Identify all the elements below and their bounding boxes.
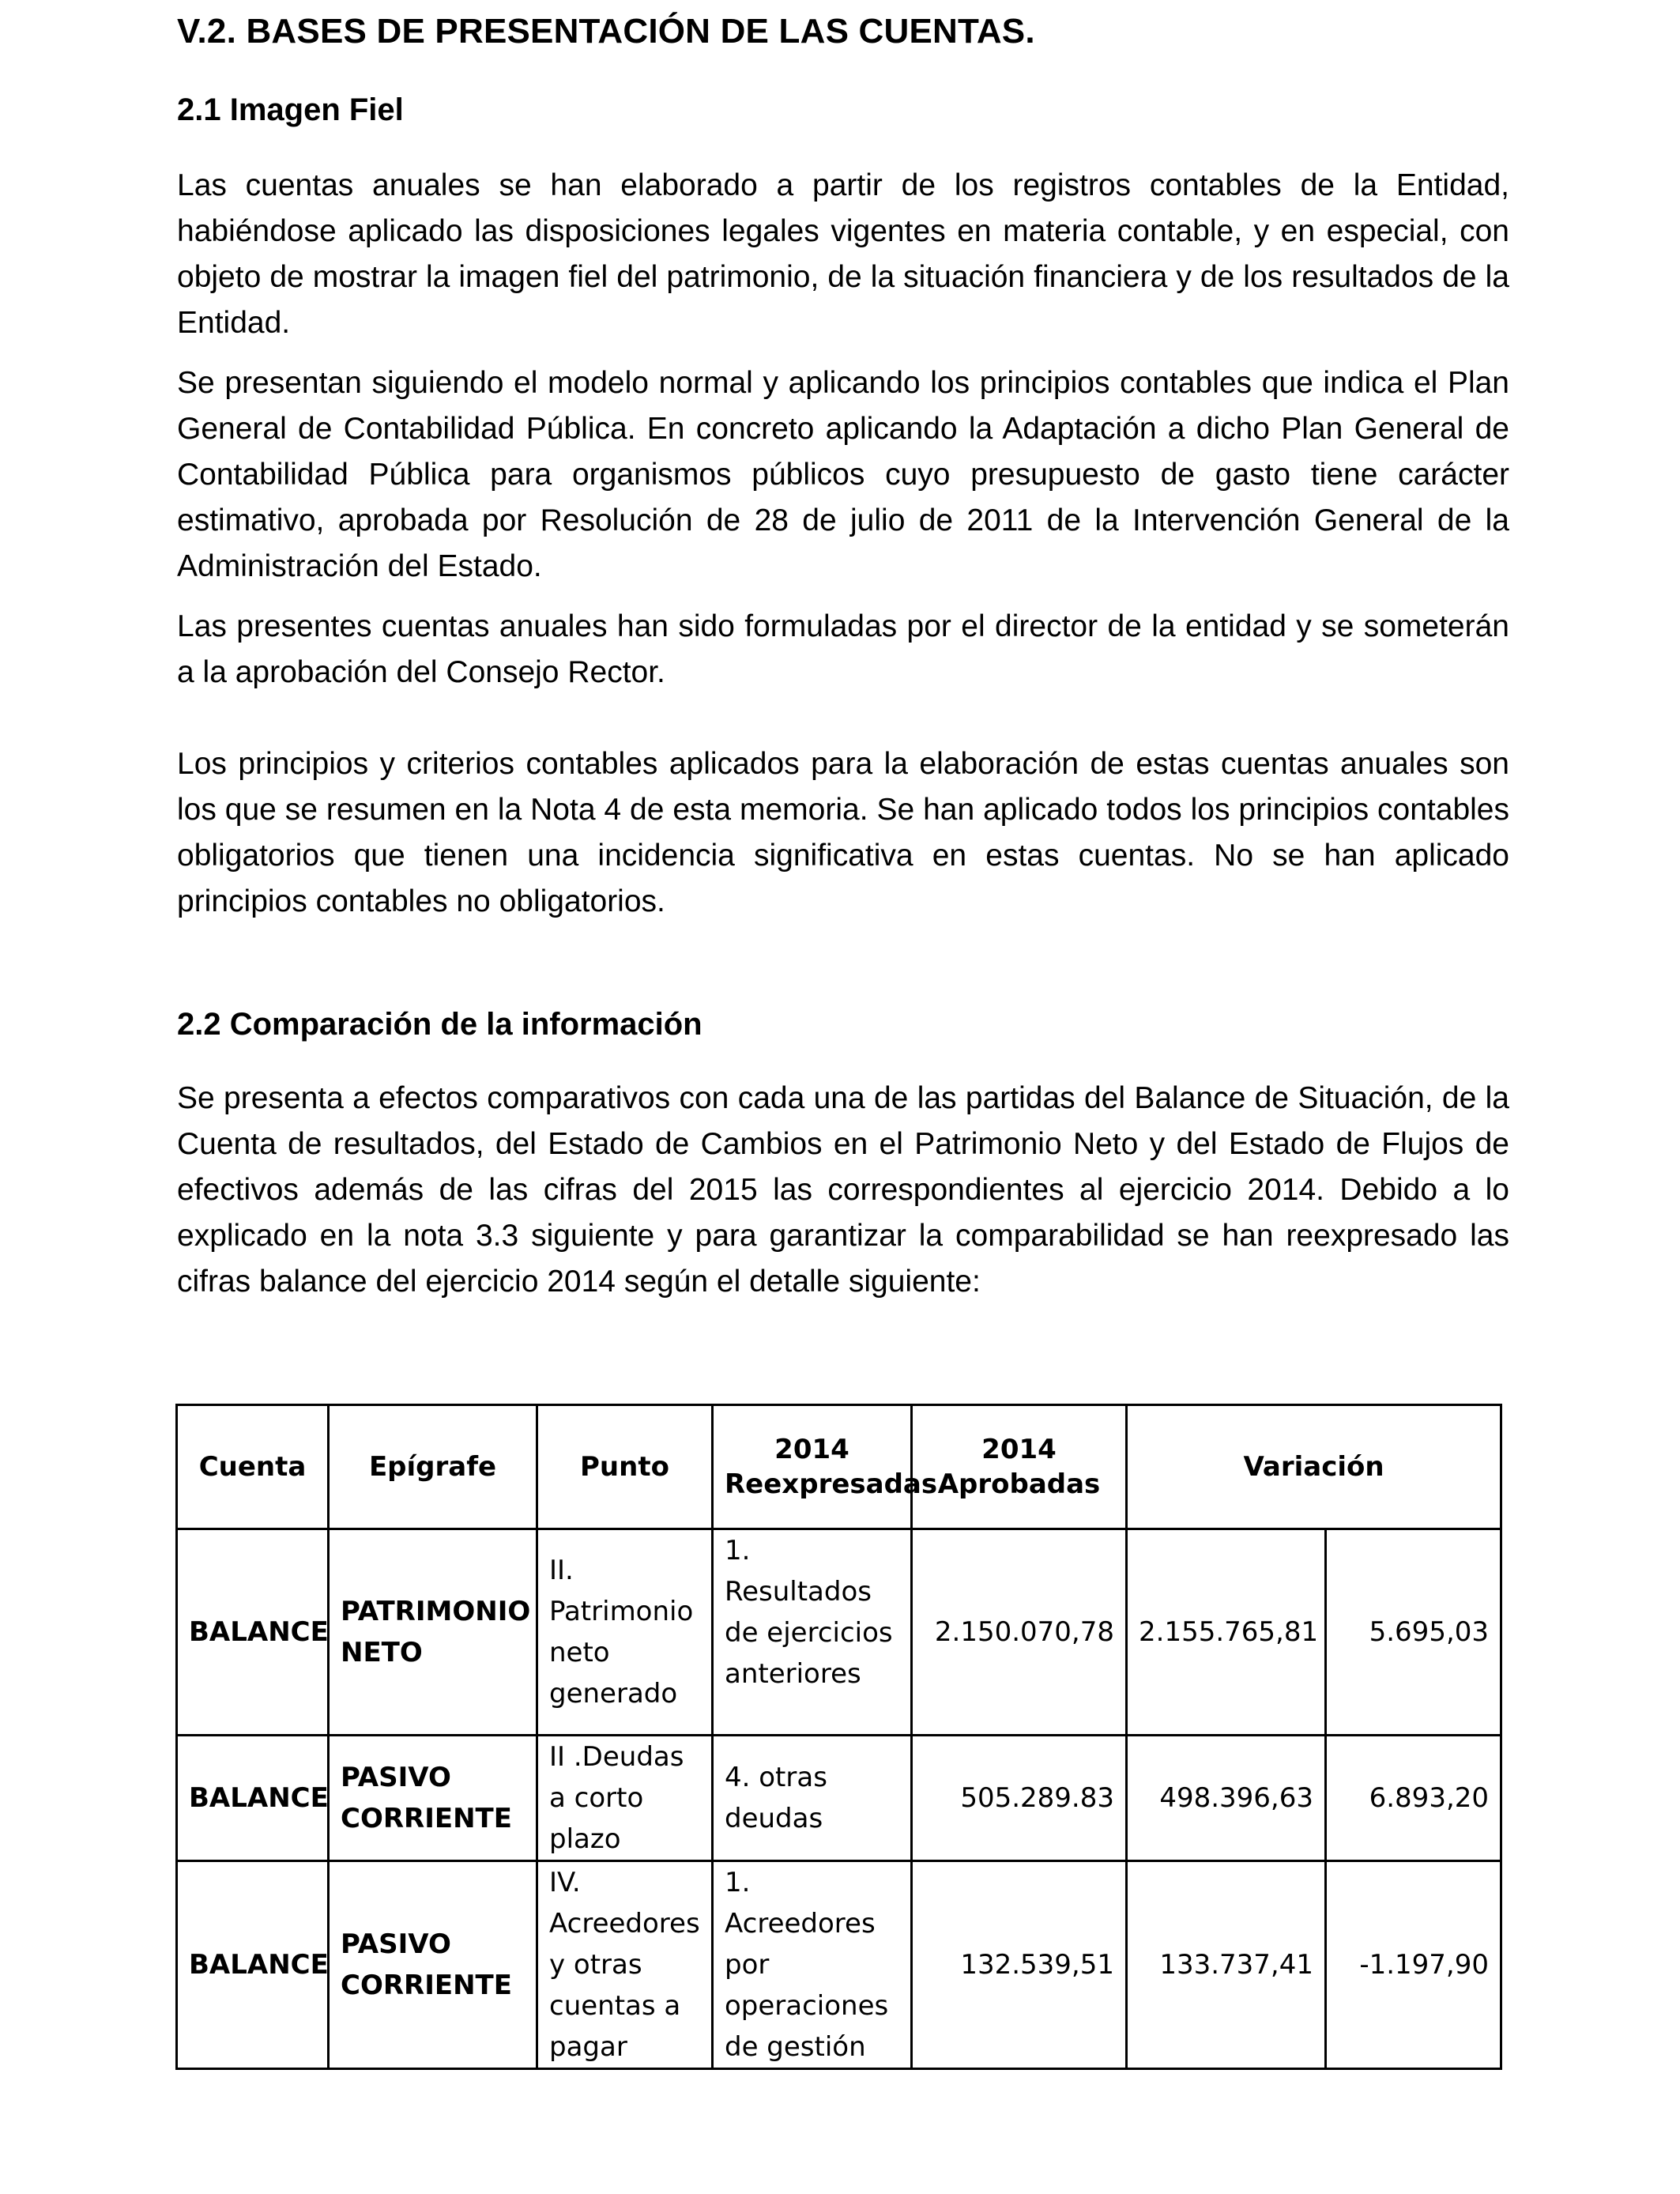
table-row [177,1861,1501,2069]
cell-variacion: -1.197,90 [1326,1861,1501,2069]
paragraph-imagen-fiel-2: Se presentan siguiendo el modelo normal y aplicando los principios contables que indica el Plan General de Contabilidad Pública. En concreto aplicando la Adaptación a dicho Plan General de Contabilidad Pública para organismos públicos cuyo presupuesto de gasto tiene carácter estimativo, aprobada por Resolución de 28 de julio de 2011 de la Intervención General de la Administración del Estado. [177,366,1509,583]
cell-punto: II .Deudas a corto plazo [537,1736,713,1861]
cell-reexpresadas: 132.539,51 [912,1861,1127,2069]
cell-partida: 4. otras deudas [713,1736,912,1861]
table-row [177,1529,1501,1736]
header-cuenta: Cuenta [177,1405,329,1529]
cell-epigrafe: PATRIMONIO NETO [329,1529,537,1736]
cell-aprobadas: 498.396,63 [1127,1736,1326,1861]
cell-epigrafe: PASIVO CORRIENTE [329,1736,537,1861]
table-header-row [177,1405,1501,1529]
header-2014-reexpresadas: 2014 Reexpresadas [713,1405,912,1529]
cell-reexpresadas: 505.289.83 [912,1736,1127,1861]
paragraph-imagen-fiel-1: Las cuentas anuales se han elaborado a partir de los registros contables de la Entidad, habiéndose aplicado las disposiciones legales vigentes en materia contable, y en especial, con objeto de mostrar la imagen fiel del patrimonio, de la situación financiera y de los resultados de la Entidad. [177,168,1509,340]
cell-partida: 1. Acreedores por operaciones de gestión [713,1861,912,2069]
header-epigrafe: Epígrafe [329,1405,537,1529]
cell-aprobadas: 133.737,41 [1127,1861,1326,2069]
cell-partida: 1. Resultados de ejercicios anteriores [713,1529,912,1736]
cell-cuenta: BALANCE [177,1861,329,2069]
table-row [177,1736,1501,1861]
comparison-table [175,1404,1502,2070]
cell-cuenta: BALANCE [177,1529,329,1736]
paragraph-imagen-fiel-3: Las presentes cuentas anuales han sido formuladas por el director de la entidad y se someterán a la aprobación del Consejo Rector. [177,609,1509,689]
paragraph-imagen-fiel-4: Los principios y criterios contables aplicados para la elaboración de estas cuentas anuales son los que se resumen en la Nota 4 de esta memoria. Se han aplicado todos los principios contables obligatorios que tienen una incidencia significativa en estas cuentas. No se han aplicado principios contables no obligatorios. [177,747,1509,918]
cell-variacion: 5.695,03 [1326,1529,1501,1736]
header-punto: Punto [537,1405,713,1529]
cell-aprobadas: 2.155.765,81 [1127,1529,1326,1736]
cell-punto: IV. Acreedores y otras cuentas a pagar [537,1861,713,2069]
section-title: V.2. BASES DE PRESENTACIÓN DE LAS CUENTAS. [177,12,1035,51]
subsection-title-comparacion: 2.2 Comparación de la información [177,1007,703,1042]
header-variacion: Variación [1127,1405,1501,1529]
cell-epigrafe: PASIVO CORRIENTE [329,1861,537,2069]
cell-punto: II. Patrimonio neto generado [537,1529,713,1736]
header-2014-aprobadas: 2014 Aprobadas [912,1405,1127,1529]
paragraph-comparacion: Se presenta a efectos comparativos con cada una de las partidas del Balance de Situación, de la Cuenta de resultados, del Estado de Cambios en el Patrimonio Neto y del Estado de Flujos de efectivos además de las cifras del 2015 las correspondientes al ejercicio 2014. Debido a lo explicado en la nota 3.3 siguiente y para garantizar la comparabilidad se han reexpresado las cifras balance del ejercicio 2014 según el detalle siguiente: [177,1081,1509,1299]
cell-cuenta: BALANCE [177,1736,329,1861]
cell-reexpresadas: 2.150.070,78 [912,1529,1127,1736]
cell-variacion: 6.893,20 [1326,1736,1501,1861]
subsection-title-imagen-fiel: 2.1 Imagen Fiel [177,92,404,127]
